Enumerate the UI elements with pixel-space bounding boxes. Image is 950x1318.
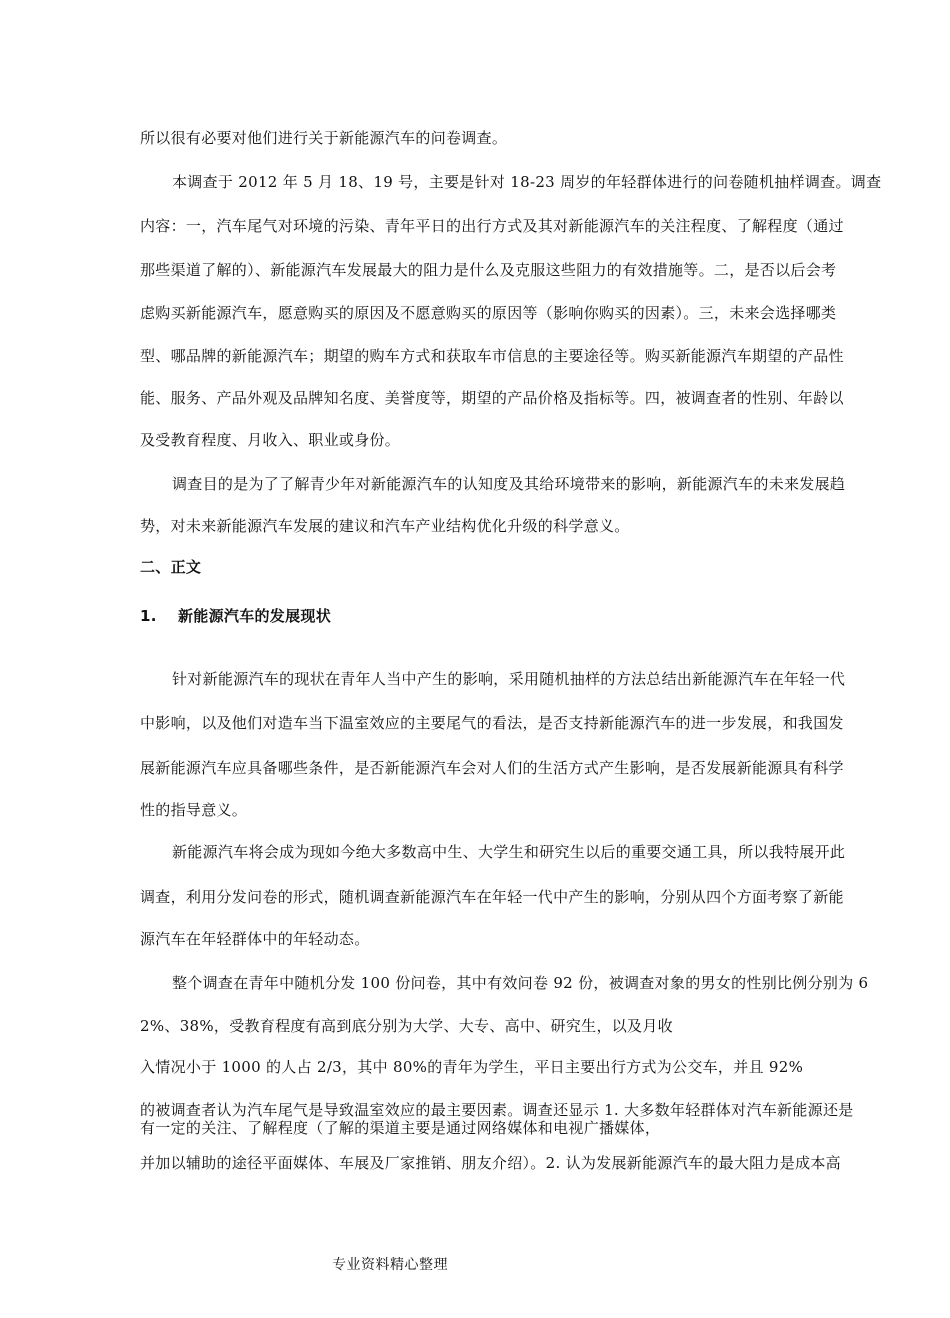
paragraph-line: 有一定的关注、了解程度（了解的渠道主要是通过网络媒体和电视广播媒体， xyxy=(140,1119,661,1137)
page-footer: 专业资料精心整理 xyxy=(332,1257,448,1273)
subsection-number: 1. xyxy=(140,607,157,625)
paragraph-line: 中影响，以及他们对造车当下温室效应的主要尾气的看法，是否支持新能源汽车的进一步发展，和我国发 xyxy=(140,714,844,732)
paragraph-line: 并加以辅助的途径平面媒体、车展及厂家推销、朋友介绍）。2. 认为发展新能源汽车的最大阻力是成本高 xyxy=(140,1154,841,1172)
section-heading: 二、正文 xyxy=(140,558,202,576)
paragraph-line: 调查，利用分发问卷的形式，随机调查新能源汽车在年轻一代中产生的影响，分别从四个方面考察了新能 xyxy=(140,888,844,906)
paragraph-line: 那些渠道了解的）、新能源汽车发展最大的阻力是什么及克服这些阻力的有效措施等。二，是否以后会考 xyxy=(140,261,837,279)
paragraph-line: 新能源汽车将会成为现如今绝大多数高中生、大学生和研究生以后的重要交通工具，所以我特展开此 xyxy=(172,843,846,861)
paragraph-line: 的被调查者认为汽车尾气是导致温室效应的最主要因素。调查还显示 1. 大多数年轻群体对汽车新能源还是 xyxy=(140,1101,854,1119)
paragraph-line: 能、服务、产品外观及品牌知名度、美誉度等，期望的产品价格及指标等。四，被调查者的性别、年龄以 xyxy=(140,389,844,407)
paragraph-line: 性的指导意义。 xyxy=(140,801,248,819)
paragraph-line: 及受教育程度、月收入、职业或身份。 xyxy=(140,431,401,449)
paragraph-line: 展新能源汽车应具备哪些条件，是否新能源汽车会对人们的生活方式产生影响，是否发展新能源具有科学 xyxy=(140,759,844,777)
paragraph-line: 势，对未来新能源汽车发展的建议和汽车产业结构优化升级的科学意义。 xyxy=(140,517,630,535)
paragraph-line: 整个调查在青年中随机分发 100 份问卷，其中有效问卷 92 份，被调查对象的男女的性别比例分别为 6 xyxy=(172,974,869,992)
paragraph-line: 调查目的是为了了解青少年对新能源汽车的认知度及其给环境带来的影响，新能源汽车的未来发展趋 xyxy=(172,475,846,493)
paragraph-line: 本调查于 2012 年 5 月 18、19 号，主要是针对 18-23 周岁的年轻群体进行的问卷随机抽样调查。调查 xyxy=(172,173,882,191)
paragraph-line: 2%、38%，受教育程度有高到底分别为大学、大专、高中、研究生，以及月收 xyxy=(140,1017,673,1035)
paragraph-line: 内容：一，汽车尾气对环境的污染、青年平日的出行方式及其对新能源汽车的关注程度、了解程度（通过 xyxy=(140,217,844,235)
paragraph-line: 源汽车在年轻群体中的年轻动态。 xyxy=(140,930,370,948)
subsection-title: 新能源汽车的发展现状 xyxy=(178,607,332,625)
paragraph-line: 针对新能源汽车的现状在青年人当中产生的影响，采用随机抽样的方法总结出新能源汽车在年轻一代 xyxy=(172,670,846,688)
intro-line: 所以很有必要对他们进行关于新能源汽车的问卷调查。 xyxy=(140,129,508,147)
paragraph-line: 型、哪品牌的新能源汽车；期望的购车方式和获取车市信息的主要途径等。购买新能源汽车期望的产品性 xyxy=(140,347,844,365)
paragraph-line: 入情况小于 1000 的人占 2/3，其中 80%的青年为学生，平日主要出行方式为公交车，并且 92% xyxy=(140,1058,804,1076)
paragraph-line: 虑购买新能源汽车，愿意购买的原因及不愿意购买的原因等（影响你购买的因素）。三，未来会选择哪类 xyxy=(140,304,837,322)
subsection-heading xyxy=(140,606,331,626)
